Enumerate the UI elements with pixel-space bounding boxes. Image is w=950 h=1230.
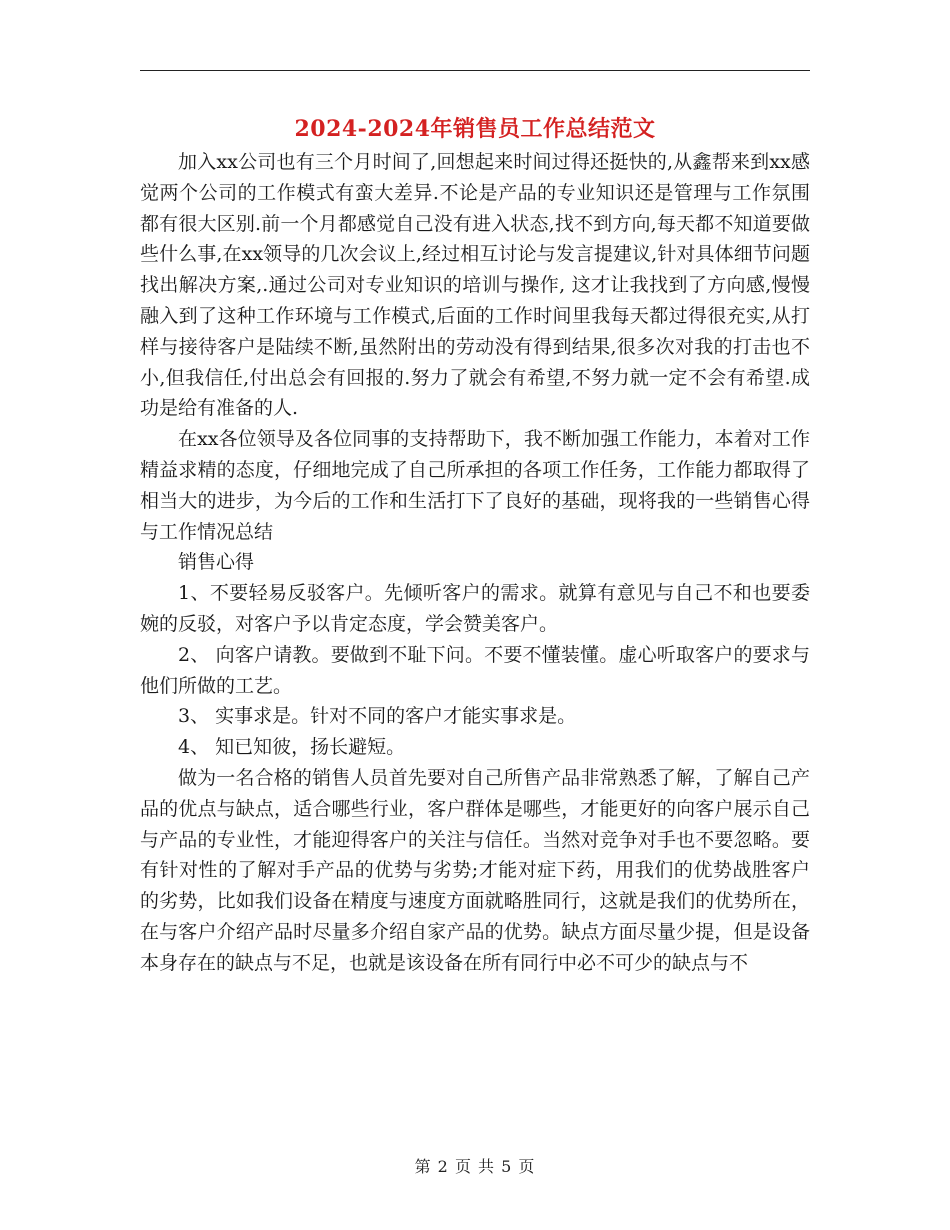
paragraph-intro: 加入xx公司也有三个月时间了,回想起来时间过得还挺快的,从鑫帮来到xx感觉两个公司的工作模式有蛮大差异.不论是产品的专业知识还是管理与工作氛围都有很大区别.前一个月都感觉自己没有进入状态,找不到方向,每天都不知道要做些什么事,在xx领导的几次会议上,经过相互讨论与发言提建议,针对具体细节问题找出解决方案,.通过公司对专业知识的培训与操作, 这才让我找到了方向感,慢慢融入到了这种工作环境与工作模式,后面的工作时间里我每天都过得很充实,从打样与接待客户是陆续不断,虽然附出的劳动没有得到结果,很多次对我的打击也不小,但我信任,付出总会有回报的.努力了就会有希望,不努力就一定不会有希望.成功是给有准备的人. [140,151,810,420]
paragraph-product-knowledge: 做为一名合格的销售人员首先要对自己所售产品非常熟悉了解，了解自己产品的优点与缺点，适合哪些行业，客户群体是哪些，才能更好的向客户展示自己与产品的专业性，才能迎得客户的关注与信任。当然对竞争对手也不要忽略。要有针对性的了解对手产品的优势与劣势;才能对症下药，用我们的优势战胜客户的劣势，比如我们设备在精度与速度方面就略胜同行，这就是我们的优势所在，在与客户介绍产品时尽量多介绍自家产品的优势。缺点方面尽量少提，但是设备本身存在的缺点与不足，也就是该设备在所有同行中必不可少的缺点与不 [140,766,810,974]
list-item-2: 2、 向客户请教。要做到不耻下问。不要不懂装懂。虚心听取客户的要求与他们所做的工艺。 [140,643,810,697]
document-body [140,147,810,979]
list-item-3: 3、 实事求是。针对不同的客户才能实事求是。 [178,705,577,728]
section-heading-sales-experience: 销售心得 [178,551,255,574]
page-number-footer: 第 2 页 共 5 页 [414,1157,536,1176]
document-title: 2024-2024年销售员工作总结范文 [294,116,656,142]
header-rule [140,70,810,71]
paragraph-summary: 在xx各位领导及各位同事的支持帮助下，我不断加强工作能力，本着对工作精益求精的态度，仔细地完成了自己所承担的各项工作任务，工作能力都取得了相当大的进步，为今后的工作和生活打下了良好的基础，现将我的一些销售心得与工作情况总结 [140,428,810,543]
list-item-1: 1、不要轻易反驳客户。先倾听客户的需求。就算有意见与自己不和也要委婉的反驳，对客户予以肯定态度，学会赞美客户。 [140,582,810,635]
list-item-4: 4、 知已知彼，扬长避短。 [178,736,406,759]
